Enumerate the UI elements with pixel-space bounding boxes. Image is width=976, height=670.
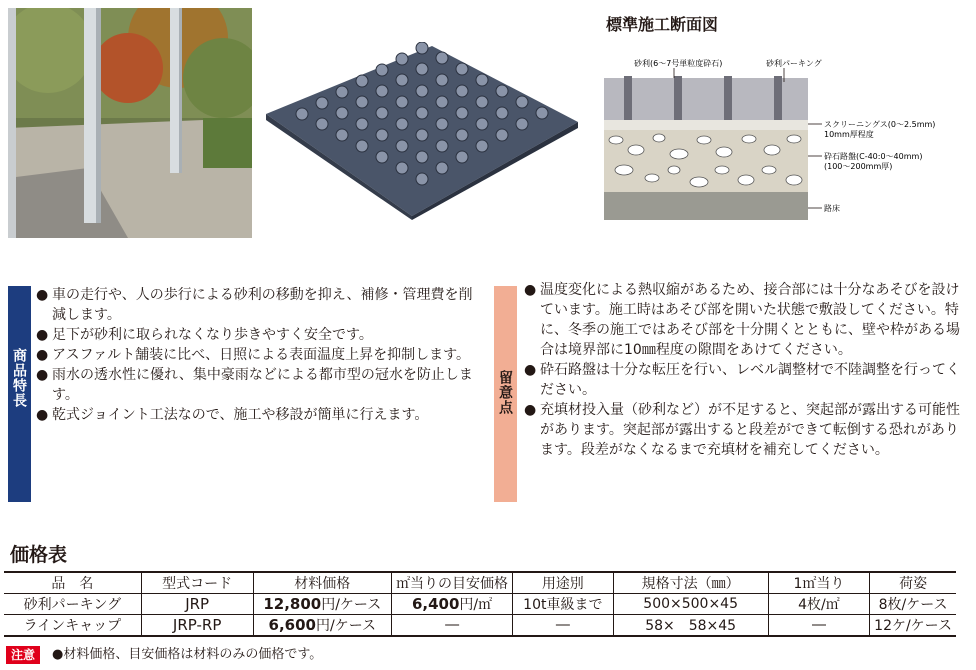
cell-price: 12,800円/ケース	[253, 594, 392, 615]
bullet-icon: ●	[524, 362, 537, 378]
list-item: ● 雨水の透水性に優れ、集中豪雨などによる都市型の冠水を防止します。	[36, 367, 473, 403]
col-header-packing: 荷姿	[870, 572, 956, 594]
price-table	[4, 571, 956, 637]
table-header-row	[4, 572, 956, 594]
label-base-sub: (100～200mm厚)	[824, 162, 893, 171]
list-item: ● 温度変化による熱収縮があるため、接合部には十分なあそびを設けています。施工時はあそび部を開いた状態で敷設してください。特に、冬季の施工ではあそび部を十分開くとともに、壁や枠がある場合は境界部に10㎜程度の隙間をあけてください。	[524, 282, 960, 358]
note-text: ●材料価格、目安価格は材料のみの価格です。	[52, 647, 323, 662]
price-table-heading: 価格表	[10, 544, 68, 566]
bullet-icon: ●	[36, 367, 49, 383]
installation-photo	[8, 8, 252, 238]
label-product: 砂利パーキング	[766, 59, 822, 68]
cell-size: 500×500×45	[613, 594, 768, 615]
cell-usage: 10t車級まで	[513, 594, 614, 615]
cell-code: JRP-RP	[141, 615, 253, 637]
product-image	[262, 42, 582, 220]
col-header-code: 型式コード	[141, 572, 253, 594]
table-row	[4, 594, 956, 615]
cell-name: ラインキャップ	[23, 618, 122, 634]
diagram-title: 標準施工断面図	[606, 15, 719, 34]
cautions-list	[524, 280, 964, 460]
features-heading: 商品特長	[11, 348, 27, 408]
cell-usage: ―	[513, 615, 614, 637]
cautions-heading: 留意点	[497, 370, 513, 415]
note-badge: 注意	[6, 646, 40, 664]
bullet-icon: ●	[36, 327, 49, 343]
col-header-per-m2-price: ㎡当りの目安価格	[392, 572, 513, 594]
list-item: ● 車の走行や、人の歩行による砂利の移動を抑え、補修・管理費を削減します。	[36, 287, 473, 323]
list-item: ● 乾式ジョイント工法なので、施工や移設が簡単に行えます。	[36, 407, 429, 423]
list-item: ● 砕石路盤は十分な転圧を行い、レベル調整材で不陸調整を行ってください。	[524, 362, 960, 398]
cell-per-m2-qty: ―	[768, 615, 869, 637]
label-screenings: スクリーニングス(0～2.5mm)	[824, 120, 936, 129]
list-item: ● 充填材投入量（砂利など）が不足すると、突起部が露出する可能性があります。突起部が露出すると段差ができて転倒する恐れがあります。段差がなくなるまで充填材を補充してください。	[524, 402, 960, 458]
label-gravel: 砂利(6～7号単粒度砕石)	[634, 59, 723, 68]
bullet-icon: ●	[36, 347, 49, 363]
label-subgrade: 路床	[824, 204, 840, 213]
col-header-size: 規格寸法（㎜）	[613, 572, 768, 594]
table-row	[4, 615, 956, 637]
list-item: ● アスファルト舗装に比べ、日照による表面温度上昇を抑制します。	[36, 347, 471, 363]
bullet-icon: ●	[36, 287, 49, 303]
label-base: 砕石路盤(C-40:0～40mm)	[824, 152, 923, 161]
cell-per-m2-price: 6,400円/㎡	[392, 594, 513, 615]
cross-section-diagram	[604, 42, 976, 226]
cell-packing: 8枚/ケース	[870, 594, 956, 615]
cell-size: 58× 58×45	[613, 615, 768, 637]
col-header-per-m2-qty: 1㎡当り	[768, 572, 869, 594]
cell-per-m2-price: ―	[392, 615, 513, 637]
col-header-name: 品 名	[51, 576, 94, 592]
bullet-icon: ●	[524, 402, 537, 418]
label-screenings-sub: 10mm厚程度	[824, 130, 874, 139]
cell-code: JRP	[141, 594, 253, 615]
list-item: ● 足下が砂利に取られなくなり歩きやすく安全です。	[36, 327, 373, 343]
col-header-price: 材料価格	[253, 572, 392, 594]
cell-per-m2-qty: 4枚/㎡	[768, 594, 869, 615]
cell-packing: 12ケ/ケース	[870, 615, 956, 637]
bullet-icon: ●	[36, 407, 49, 423]
features-list	[36, 285, 478, 425]
cell-name: 砂利パーキング	[23, 597, 122, 613]
bullet-icon: ●	[524, 282, 537, 298]
col-header-usage: 用途別	[513, 572, 614, 594]
cell-price: 6,600円/ケース	[253, 615, 392, 637]
